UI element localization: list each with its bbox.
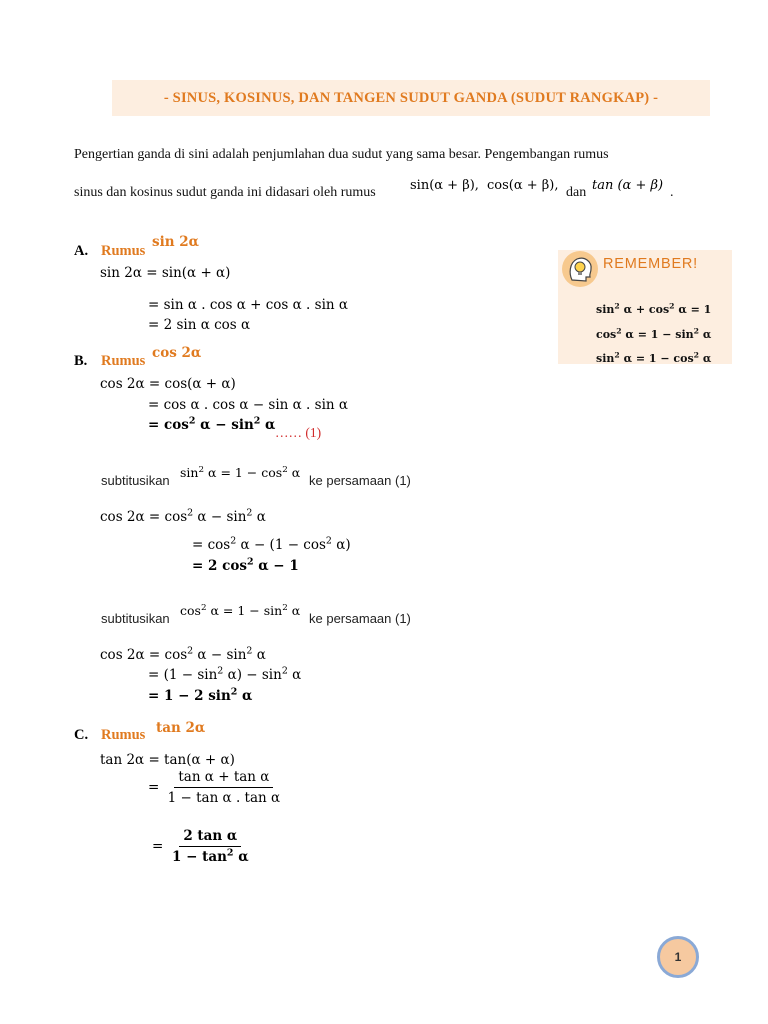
substitute-2-post: ke persamaan (1) xyxy=(309,611,411,626)
s1l1-pre: cos 2α = cos xyxy=(100,509,188,525)
cos2a-sub1-line-1: $\cos 2\alpha = \cos^2 \alpha - \sin^2 \alpha$ xyxy=(100,507,266,525)
remember-identity-2: $\cos^2 \alpha = 1 - \sin^2 \alpha$ xyxy=(596,326,712,341)
tan2a-fraction-2 xyxy=(152,828,253,865)
substitute-2-label: subtitusikan xyxy=(101,611,170,626)
page-number: 1 xyxy=(674,950,682,964)
s2l2-pre: = (1 − sin xyxy=(148,667,218,683)
intro-line-2 xyxy=(74,185,376,201)
fraction-2-numerator: 2 tan α xyxy=(179,828,241,847)
fraction-2 xyxy=(168,828,253,865)
sub2-eq-rest: = 1 − sin xyxy=(222,603,283,618)
section-c-letter: C. xyxy=(74,727,89,743)
eq-sign-1: = xyxy=(148,779,160,796)
lightbulb-head-icon xyxy=(561,250,599,288)
page-title: - SINUS, KOSINUS, DAN TANGEN SUDUT GANDA (SUDUT RANGKAP) - xyxy=(112,80,710,116)
section-b-rumus: Rumus xyxy=(101,353,146,369)
formula-tan-sum: tan (α + β) xyxy=(592,178,664,193)
section-a-rumus: Rumus xyxy=(101,243,146,259)
equation-ref-1: …… (1) xyxy=(275,425,322,440)
cos2a-sub2-line-3: = 1 − 2 $\sin^2 \alpha$ xyxy=(148,686,253,704)
cos2a-line-2: = cos α . cos α − sin α . sin α xyxy=(148,397,348,413)
rem1-a: sin xyxy=(596,303,615,316)
substitute-1-post: ke persamaan (1) xyxy=(309,473,411,488)
fraction-1-denominator: 1 − tan α . tan α xyxy=(167,790,281,806)
section-a-letter: A. xyxy=(74,243,89,259)
substitute-2-eq: $\cos^2 \alpha = 1 - \sin^2 \alpha$ xyxy=(180,602,301,618)
intro-line-2-text: sinus dan kosinus sudut ganda ini didasari oleh rumus xyxy=(74,185,376,200)
cos2a-sub1-line-3: = 2 $\cos^2 \alpha - 1$ xyxy=(192,556,299,574)
section-b-heading: cos 2α xyxy=(152,345,202,361)
sin2a-line-1: sin 2α = sin(α + α) xyxy=(100,265,231,281)
frac2-den-text: 1 − tan xyxy=(172,849,227,865)
s1l2-pre: = cos xyxy=(192,537,231,553)
s1l3-pre: = 2 cos xyxy=(192,558,247,574)
page-number-badge xyxy=(657,936,699,978)
rem2-a: cos xyxy=(596,328,617,341)
section-b-letter: B. xyxy=(74,353,88,369)
tan2a-line-1: tan 2α = tan(α + α) xyxy=(100,752,235,768)
cos2a-line-1: cos 2α = cos(α + α) xyxy=(100,376,236,392)
formula-sin-sum: sin(α + β), xyxy=(410,178,479,193)
sin2a-line-2: = sin α . cos α + cos α . sin α xyxy=(148,297,348,313)
formula-cos-sum: cos(α + β), xyxy=(487,178,559,193)
sub1-eq-rest: = 1 − cos xyxy=(220,465,283,480)
cos2a-sub2-line-1: $\cos 2\alpha = \cos^2 \alpha - \sin^2 \alpha$ xyxy=(100,645,266,663)
sin2a-line-3: = 2 sin α cos α xyxy=(148,317,251,333)
s2l1-pre: cos 2α = cos xyxy=(100,647,188,663)
remember-identity-1: $\sin^2 \alpha + \cos^2 \alpha = 1$ xyxy=(596,301,712,316)
section-c-heading: tan 2α xyxy=(156,720,206,736)
section-a-heading: sin 2α xyxy=(152,234,200,250)
substitute-1-label: subtitusikan xyxy=(101,473,170,488)
intro-dan: dan xyxy=(566,185,587,200)
intro-line-1: Pengertian ganda di sini adalah penjumlahan dua sudut yang sama besar. Pengembangan rumus xyxy=(74,147,609,162)
eq-sign-2: = xyxy=(152,838,164,855)
remember-identity-3: $\sin^2 \alpha = 1 - \cos^2 \alpha$ xyxy=(596,350,712,365)
substitute-1-eq: $\sin^2 \alpha = 1 - \cos^2 \alpha$ xyxy=(180,464,301,480)
fraction-1-numerator: tan α + tan α xyxy=(174,769,273,788)
s2l3-pre: = 1 − 2 sin xyxy=(148,688,231,704)
fraction-2-denominator: $1 - \tan^2 \alpha$ xyxy=(172,847,249,865)
section-c-rumus: Rumus xyxy=(101,727,146,743)
intro-end: . xyxy=(670,185,674,200)
cos2a-l3-text: = cos xyxy=(148,417,189,433)
rem3-a: sin xyxy=(596,352,615,365)
tan2a-fraction-1 xyxy=(148,769,284,806)
fraction-1 xyxy=(164,769,285,806)
remember-title: REMEMBER! xyxy=(603,256,699,272)
cos2a-sub2-line-2: = $(1 - \sin^2 \alpha) - \sin^2 \alpha$ xyxy=(148,665,302,683)
cos2a-line-3: = $\cos^2 \alpha - \sin^2 \alpha$ xyxy=(148,415,276,433)
cos2a-sub1-line-2: = $\cos^2 \alpha - (1 - \cos^2 \alpha)$ xyxy=(192,535,351,553)
